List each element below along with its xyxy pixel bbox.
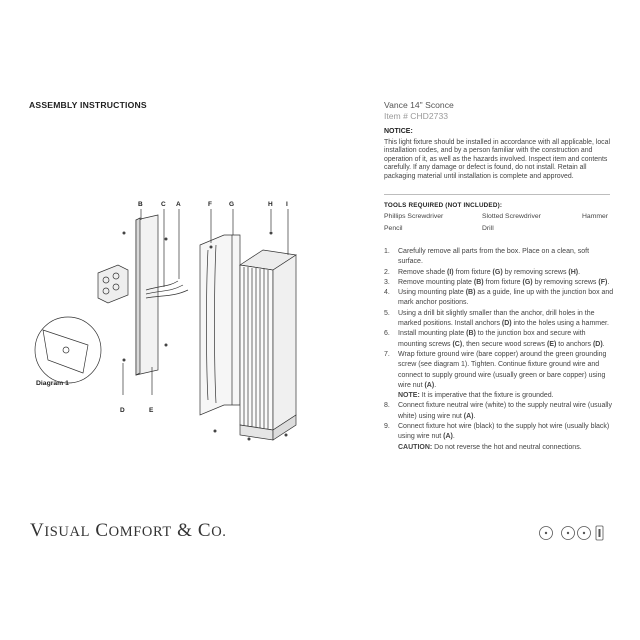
assembly-diagram — [28, 195, 318, 445]
step-item — [384, 268, 614, 278]
step-emphasis: (H) — [568, 268, 579, 276]
tool-item: Slotted Screwdriver — [482, 213, 541, 220]
diagram-caption: Diagram 1 — [36, 380, 69, 387]
instruction-steps — [384, 247, 614, 453]
step-emphasis: (A) — [424, 381, 435, 389]
step-text: Wrap fixture ground wire (bare copper) around the green grounding screw (see diagram 1). Tighten. Continue fixture ground wire and connect to supply ground wire (usually green or bare copper) using wire nut — [398, 350, 607, 389]
tool-item: Hammer — [582, 213, 609, 220]
part-label-b: B — [138, 201, 143, 208]
step-text: by removing screws — [502, 268, 569, 276]
step-item — [384, 247, 614, 268]
assembly-heading: ASSEMBLY INSTRUCTIONS — [29, 100, 147, 110]
step-emphasis: (G) — [522, 278, 533, 286]
part-label-f: F — [208, 201, 212, 208]
part-label-i: I — [286, 201, 288, 208]
step-number: 4. — [384, 289, 390, 297]
step-text: . — [607, 278, 610, 286]
step-number: 8. — [384, 402, 390, 410]
step-emphasis: (F) — [598, 278, 608, 286]
part-label-e: E — [149, 407, 154, 414]
step-emphasis: (D) — [592, 340, 603, 348]
step-text: Using mounting plate — [398, 289, 466, 297]
notice-text: This light fixture should be installed in accordance with all applicable, local installation codes, and by a person familiar with the construction and operation of it, as well as the hazards involved. Inspect item and contents carefully. If any damage or defect is found, do not install. Retain all packaging material until installation is complete and approved. — [384, 139, 610, 180]
step-item — [384, 422, 614, 453]
tool-item: Pencil — [384, 225, 403, 232]
part-label-c: C — [161, 201, 166, 208]
step-emphasis: (D) — [501, 320, 512, 328]
step-text: Carefully remove all parts from the box. Place on a clean, soft surface. — [398, 248, 590, 266]
step-text: into the holes using a hammer. — [511, 320, 609, 328]
step-item — [384, 329, 614, 350]
step-number: 6. — [384, 330, 390, 338]
step-item — [384, 309, 614, 330]
step-emphasis: (E) — [547, 340, 557, 348]
logo-part: & C — [171, 520, 212, 541]
step-text: to anchors — [556, 340, 593, 348]
step-text: Do not reverse the hot and neutral connections. — [432, 443, 582, 451]
step-emphasis: CAUTION: — [398, 443, 433, 451]
step-text: Remove shade — [398, 268, 448, 276]
part-label-a: A — [176, 201, 181, 208]
step-text: . — [452, 433, 455, 441]
step-text: Connect fixture hot wire (black) to the supply hot wire (usually black) using wire nut — [398, 423, 610, 441]
step-text: from fixture — [453, 268, 493, 276]
step-emphasis: (A) — [443, 433, 453, 441]
logo-part: C — [90, 520, 109, 541]
step-text: . — [473, 412, 476, 420]
product-title: Vance 14" Sconce — [384, 100, 454, 110]
step-emphasis: (B) — [466, 330, 476, 338]
divider — [384, 194, 610, 195]
step-text: . — [602, 340, 605, 348]
step-emphasis: (B) — [473, 278, 484, 286]
step-item — [384, 288, 614, 309]
step-emphasis: (C) — [452, 340, 463, 348]
step-text: Using a drill bit slightly smaller than the anchor, drill holes in the marked positions. Install anchors — [398, 309, 595, 328]
step-text: Install mounting plate — [398, 330, 467, 338]
step-number: 9. — [384, 423, 390, 431]
logo-part: OMFORT — [108, 524, 172, 540]
step-item — [384, 278, 614, 288]
part-label-h: H — [268, 201, 273, 208]
certification-marks — [536, 524, 616, 546]
part-label-g: G — [229, 201, 235, 208]
step-text: to the junction box and secure with mounting screws — [398, 330, 586, 348]
logo-part: ISUAL — [44, 524, 91, 540]
part-label-d: D — [120, 407, 125, 414]
logo-part: O. — [211, 524, 227, 540]
step-text: as a guide, line up with the junction box and mark anchor positions. — [398, 289, 614, 307]
step-number: 5. — [384, 309, 390, 317]
step-item — [384, 401, 614, 422]
step-emphasis: (G) — [492, 268, 503, 276]
brand-logo — [30, 520, 226, 542]
step-text: Remove mounting plate — [398, 278, 474, 286]
step-text: from fixture — [483, 278, 523, 286]
step-text: It is imperative that the fixture is grounded. — [419, 392, 554, 400]
step-item — [384, 350, 614, 401]
step-emphasis: (A) — [463, 412, 474, 420]
step-number: 2. — [384, 268, 390, 276]
step-emphasis: (I) — [447, 268, 454, 276]
step-number: 3. — [384, 278, 390, 286]
tool-item: Drill — [482, 225, 494, 232]
step-text: . — [434, 381, 437, 389]
step-text: by removing screws — [532, 278, 599, 286]
step-number: 1. — [384, 248, 390, 255]
step-text: Connect fixture neutral wire (white) to the supply neutral wire (usually white) using wire nut — [398, 402, 612, 420]
step-number: 7. — [384, 350, 390, 358]
step-emphasis: (B) — [465, 289, 476, 297]
notice-heading: NOTICE: — [384, 128, 413, 135]
tools-heading: TOOLS REQUIRED (NOT INCLUDED): — [384, 202, 503, 209]
logo-part: V — [30, 520, 45, 541]
tool-item: Phillips Screwdriver — [384, 213, 444, 220]
step-text: , then secure wood screws — [462, 340, 548, 348]
step-text: . — [578, 268, 581, 276]
step-emphasis: NOTE: — [398, 392, 420, 400]
item-number: Item # CHD2733 — [384, 111, 449, 121]
